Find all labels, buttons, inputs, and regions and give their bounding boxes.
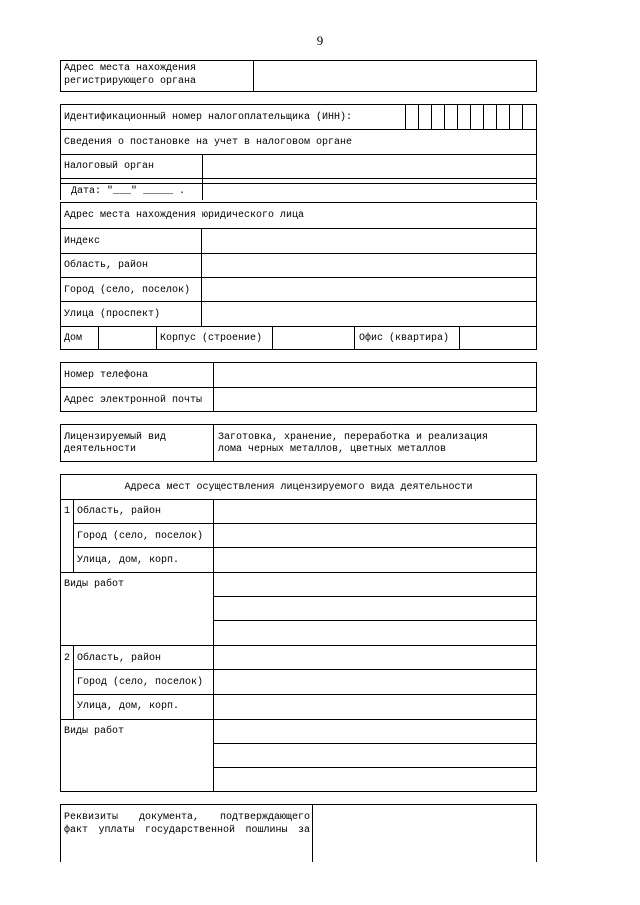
place2-city-label: Город (село, поселок) xyxy=(77,677,204,688)
places-block xyxy=(60,474,537,792)
inn-label: Идентификационный номер налогоплательщика (ИНН): xyxy=(64,112,353,123)
fee-label-line1: Реквизиты документа, подтверждающего xyxy=(64,812,310,823)
registration-info-label: Сведения о постановке на учет в налоговом органе xyxy=(64,137,353,148)
place2-works-label: Виды работ xyxy=(64,726,125,737)
place2-num: 2 xyxy=(64,653,71,664)
place1-street-label: Улица, дом, корп. xyxy=(77,555,180,566)
place1-city-label: Город (село, поселок) xyxy=(77,531,204,542)
activity-label-line2: деятельности xyxy=(64,444,137,455)
index-label: Индекс xyxy=(64,236,101,247)
place2-street-label: Улица, дом, корп. xyxy=(77,701,180,712)
page-number: 9 xyxy=(316,33,324,48)
street-label: Улица (проспект) xyxy=(64,309,161,320)
reg-authority-label-line2: регистрирующего органа xyxy=(64,76,197,87)
date-label: Дата: "___" _____ . xyxy=(71,186,186,197)
house-label: Дом xyxy=(64,333,83,344)
office-label: Офис (квартира) xyxy=(359,333,450,344)
places-title: Адреса мест осуществления лицензируемого вида деятельности xyxy=(124,482,473,493)
building-label: Корпус (строение) xyxy=(160,333,263,344)
activity-value-line1: Заготовка, хранение, переработка и реализация xyxy=(218,432,489,443)
phone-label: Номер телефона xyxy=(64,370,149,381)
place1-region-label: Область, район xyxy=(77,506,162,517)
reg-authority-label-line1: Адрес места нахождения xyxy=(64,63,197,74)
activity-label-line1: Лицензируемый вид xyxy=(64,432,167,443)
city-label: Город (село, поселок) xyxy=(64,285,191,296)
fee-label xyxy=(64,811,310,837)
fee-label-line2: факт уплаты государственной пошлины за xyxy=(64,825,310,836)
legal-address-title: Адрес места нахождения юридического лица xyxy=(64,210,305,221)
activity-value-line2: лома черных металлов, цветных металлов xyxy=(218,444,447,455)
email-label: Адрес электронной почты xyxy=(64,395,203,406)
legal-address-block xyxy=(60,202,537,350)
place1-num: 1 xyxy=(64,506,71,517)
tax-authority-label: Налоговый орган xyxy=(64,161,155,172)
region-label: Область, район xyxy=(64,260,149,271)
place2-region-label: Область, район xyxy=(77,653,162,664)
place1-works-label: Виды работ xyxy=(64,579,125,590)
